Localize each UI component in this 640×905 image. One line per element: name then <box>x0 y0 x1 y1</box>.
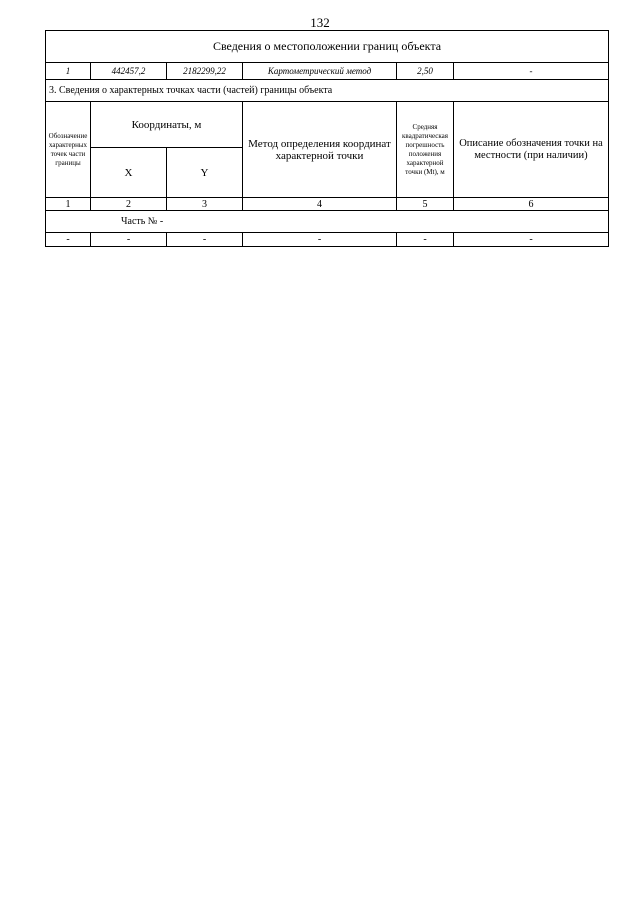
header-y: Y <box>167 148 243 198</box>
empty-cell: - <box>91 233 167 247</box>
empty-cell: - <box>397 233 454 247</box>
empty-cell: - <box>167 233 243 247</box>
header-description: Описание обозначения точки на местности (при наличии) <box>454 102 609 198</box>
page-number: 132 <box>310 15 330 30</box>
boundary-table <box>45 30 609 247</box>
column-number: 4 <box>243 198 397 211</box>
cell-number: 1 <box>46 63 91 80</box>
section-title: 3. Сведения о характерных точках части (частей) границы объекта <box>46 80 609 102</box>
header-method: Метод определения координат характерной точки <box>243 102 397 198</box>
part-label: Часть № - <box>121 216 164 227</box>
cell-y: 2182299,22 <box>167 63 243 80</box>
empty-cell: - <box>46 233 91 247</box>
section-row <box>46 80 609 102</box>
header-x: X <box>91 148 167 198</box>
empty-cell: - <box>243 233 397 247</box>
header-coordinates: Координаты, м <box>91 102 243 148</box>
column-number: 6 <box>454 198 609 211</box>
header-accuracy: Средняя квадратическая погрешность положения характерной точки (Mt), м <box>397 102 454 198</box>
column-number: 2 <box>91 198 167 211</box>
column-number: 5 <box>397 198 454 211</box>
header-designation: Обозначение характерных точек части границы <box>46 102 91 198</box>
column-number: 3 <box>167 198 243 211</box>
cell-x: 442457,2 <box>91 63 167 80</box>
part-row <box>46 211 609 233</box>
column-number: 1 <box>46 198 91 211</box>
cell-method: Картометрический метод <box>243 63 397 80</box>
header-row-1 <box>46 102 609 148</box>
empty-data-row <box>46 233 609 247</box>
cell-description: - <box>454 63 609 80</box>
empty-cell: - <box>454 233 609 247</box>
column-numbers-row <box>46 198 609 211</box>
cell-accuracy: 2,50 <box>397 63 454 80</box>
table-title: Сведения о местоположении границ объекта <box>46 31 609 63</box>
boundary-data-row <box>46 63 609 80</box>
title-row <box>46 31 609 63</box>
part-cell <box>46 211 609 233</box>
